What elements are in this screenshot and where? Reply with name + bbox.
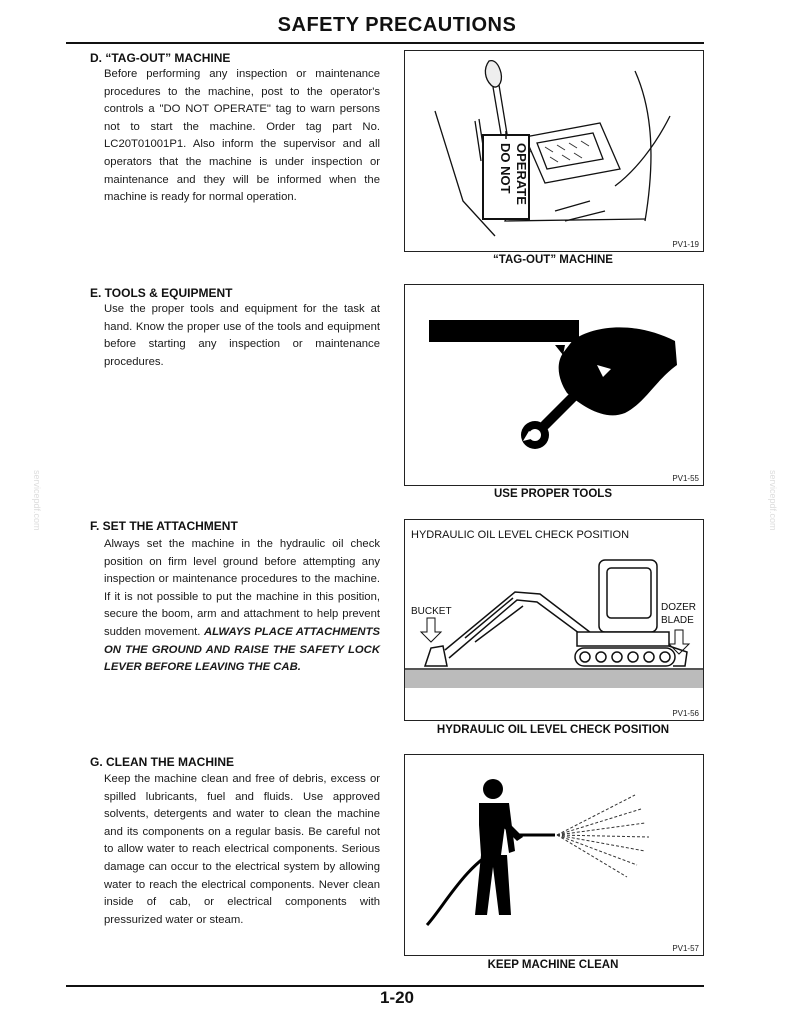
oil-check-illustration [405, 520, 703, 720]
watermark-right: servicepdf.com [768, 470, 778, 531]
title-rule [66, 42, 704, 44]
tools-figure [404, 284, 704, 486]
figure-code: PV1-56 [672, 709, 699, 718]
figure-code: PV1-57 [672, 944, 699, 953]
clean-illustration [405, 755, 703, 955]
label-bucket: BUCKET [411, 606, 452, 617]
section-f-body [104, 536, 380, 677]
section-f-warning: ALWAYS PLACE ATTACHMENTS ON THE GROUND AND RAISE THE SAFETY LOCK LEVER BEFORE LEAVING THE CAB. [104, 625, 380, 674]
tag-out-illustration [405, 51, 703, 251]
figure-caption: KEEP MACHINE CLEAN [487, 959, 619, 971]
section-d-body: Before performing any inspection or maintenance procedures to the machine, post to the operator's controls a "DO NOT OPERATE" tag to warn persons not to start the machine. Order tag part No. LC20T01001P1. Also inform the supervisor and all operators that the machine is under inspection or maintenance and they will be informed when the machine is ready for normal operation. [104, 68, 380, 204]
label-dozer: DOZER [661, 602, 696, 613]
section-g-heading: G. CLEAN THE MACHINE [90, 755, 234, 769]
section-g-body: Keep the machine clean and free of debris, excess or spilled lubricants, fuel and fluids. Use approved solvents, detergents and water to clean the machine and its components on a regular basis. Be careful not to allow water to reach electrical components. Serious damage can occur to the electrical system by allowing water to reach the electrical components. Never clean inside of cab, or electrical components with pressurized water or steam. [104, 773, 380, 926]
footer-rule [66, 985, 704, 987]
tools-illustration [405, 285, 703, 485]
figure-caption: USE PROPER TOOLS [493, 488, 612, 500]
redaction-bar [429, 320, 579, 342]
label-blade: BLADE [661, 615, 694, 626]
section-d-heading: D. “TAG-OUT” MACHINE [90, 51, 231, 65]
watermark-left: servicepdf.com [32, 470, 42, 531]
figure-code: PV1-19 [672, 240, 699, 249]
page-title: SAFETY PRECAUTIONS [277, 14, 517, 36]
tag-text-line2: OPERATE [514, 143, 529, 205]
tag-out-figure [404, 50, 704, 252]
page-number: 1-20 [379, 988, 415, 1007]
section-e-body: Use the proper tools and equipment for the task at hand. Know the proper use of the tools and equipment before starting any inspection or maintenance procedures. [104, 303, 380, 368]
section-f-heading: F. SET THE ATTACHMENT [90, 519, 238, 533]
figure-caption: HYDRAULIC OIL LEVEL CHECK POSITION [436, 724, 670, 736]
figure-code: PV1-55 [672, 474, 699, 483]
tag-text-line1: DO NOT [498, 143, 513, 194]
oil-check-header: HYDRAULIC OIL LEVEL CHECK POSITION [411, 529, 630, 541]
oil-check-figure [404, 519, 704, 721]
clean-figure [404, 754, 704, 956]
figure-caption: “TAG-OUT” MACHINE [493, 254, 613, 266]
section-f-text: Always set the machine in the hydraulic oil check position on firm level ground before attempting any inspection or maintenance procedures to the machine. If it is not possible to put the machine in this position, secure the boom, arm and attachment to help prevent sudden movement. [104, 538, 380, 638]
section-e-heading: E. TOOLS & EQUIPMENT [90, 286, 233, 300]
